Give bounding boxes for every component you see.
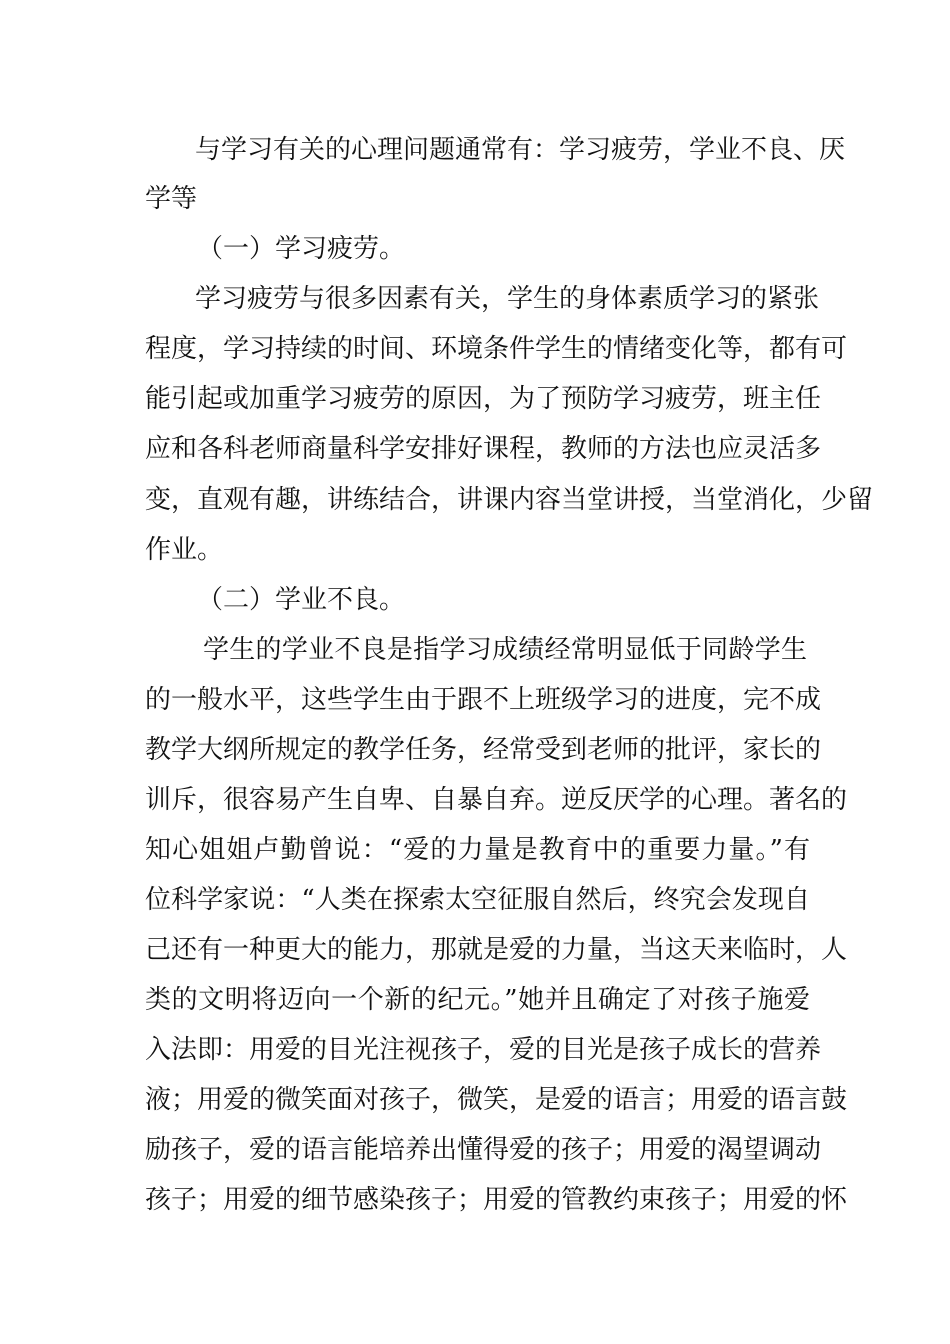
section-heading: （一）学习疲劳。 <box>197 234 406 264</box>
text-line: 学习疲劳与很多因素有关，学生的身体素质学习的紧张 <box>195 284 820 314</box>
text-line: 类的文明将迈向一个新的纪元。”她并且确定了对孩子施爱 <box>145 985 810 1015</box>
text-line: 孩子；用爱的细节感染孩子；用爱的管教约束孩子；用爱的怀 <box>145 1185 848 1215</box>
text-line: 己还有一种更大的能力，那就是爱的力量，当这天来临时，人 <box>145 935 848 965</box>
text-line: 能引起或加重学习疲劳的原因，为了预防学习疲劳，班主任 <box>145 384 822 414</box>
text-line: 训斥，很容易产生自卑、自暴自弃。逆反厌学的心理。著名的 <box>145 785 848 815</box>
text-line: 程度，学习持续的时间、环境条件学生的情绪变化等，都有可 <box>145 334 848 364</box>
text-line: 学生的学业不良是指学习成绩经常明显低于同龄学生 <box>203 635 807 665</box>
text-line: 励孩子，爱的语言能培养出懂得爱的孩子；用爱的渴望调动 <box>145 1135 822 1165</box>
text-line: 的一般水平，这些学生由于跟不上班级学习的进度，完不成 <box>145 685 822 715</box>
text-line: 知心姐姐卢勤曾说：“爱的力量是教育中的重要力量。”有 <box>145 835 810 865</box>
text-line: 入法即：用爱的目光注视孩子，爱的目光是孩子成长的营养 <box>145 1035 822 1065</box>
text-line: 液；用爱的微笑面对孩子，微笑，是爱的语言；用爱的语言鼓 <box>145 1085 848 1115</box>
text-line: 应和各科老师商量科学安排好课程，教师的方法也应灵活多 <box>145 434 822 464</box>
text-line: 学等 <box>145 184 198 214</box>
section-heading: （二）学业不良。 <box>197 585 406 615</box>
text-line: 位科学家说：“人类在探索太空征服自然后，终究会发现自 <box>145 885 810 915</box>
text-line: 变，直观有趣，讲练结合，讲课内容当堂讲授，当堂消化，少留 <box>145 485 874 515</box>
text-line: 教学大纲所规定的教学任务，经常受到老师的批评，家长的 <box>145 735 822 765</box>
text-line: 与学习有关的心理问题通常有：学习疲劳，学业不良、厌 <box>195 135 846 165</box>
text-line: 作业。 <box>145 535 224 565</box>
